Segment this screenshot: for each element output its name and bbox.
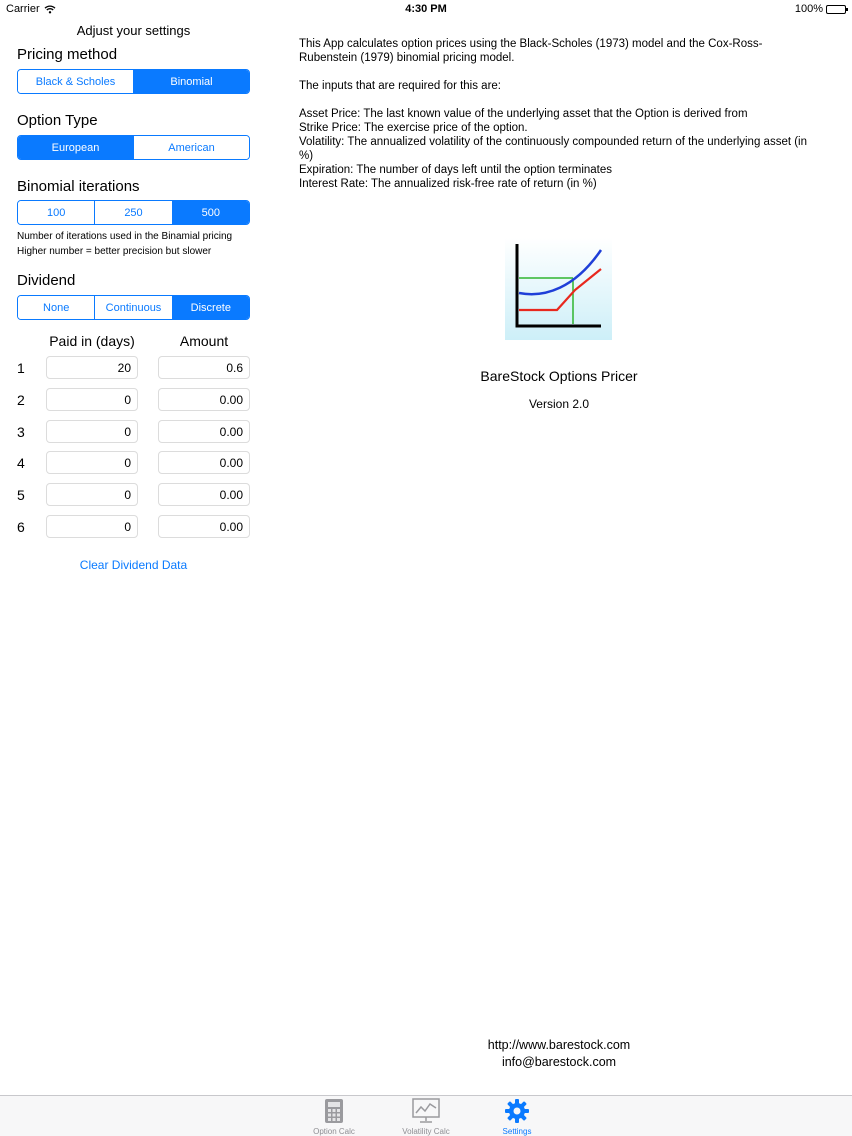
dividend-amount-field[interactable]: 0.00 — [158, 515, 250, 538]
tab-settings-label: Settings — [502, 1127, 532, 1136]
binomial-iterations-label: Binomial iterations — [17, 178, 140, 195]
calculator-icon — [324, 1098, 344, 1124]
segment-continuous[interactable]: Continuous — [94, 296, 171, 319]
amount-header: Amount — [179, 333, 229, 349]
dividend-segmented-control — [17, 295, 250, 320]
info-panel — [299, 37, 819, 191]
paid-in-days-header: Paid in (days) — [49, 333, 135, 349]
dividend-days-field[interactable]: 0 — [46, 420, 138, 443]
option-type-label: Option Type — [17, 112, 98, 129]
email-link[interactable]: info@barestock.com — [501, 1055, 617, 1069]
dividend-amount-field[interactable]: 0.6 — [158, 356, 250, 379]
battery-percent: 100% — [794, 3, 823, 15]
option-type-segmented-control — [17, 135, 250, 160]
volatility-text: Volatility: The annualized volatility of the continuously compounded return of the underlying asset (in %) — [299, 136, 808, 162]
app-name: BareStock Options Pricer — [480, 368, 638, 384]
clear-dividend-data-button[interactable]: Clear Dividend Data — [79, 558, 188, 572]
tab-volatility-calc[interactable] — [386, 1096, 466, 1136]
gear-icon — [504, 1098, 530, 1124]
segment-500[interactable]: 500 — [172, 201, 249, 224]
dividend-days-field[interactable]: 0 — [46, 483, 138, 506]
tab-bar — [0, 1095, 852, 1136]
battery-icon — [826, 5, 846, 14]
dividend-amount-field[interactable]: 0.00 — [158, 420, 250, 443]
dividend-amount-field[interactable]: 0.00 — [158, 388, 250, 411]
strike-price-text: Strike Price: The exercise price of the option. — [299, 122, 528, 134]
tab-option-calc-label: Option Calc — [313, 1127, 355, 1136]
tab-volatility-calc-label: Volatility Calc — [402, 1127, 450, 1136]
intro-text: This App calculates option prices using the Black-Scholes (1973) model and the Cox-Ross-Rubenstein (1979) binomial pricing model. — [299, 38, 763, 64]
inputs-heading: The inputs that are required for this are: — [299, 80, 501, 92]
chart-monitor-icon — [412, 1098, 440, 1124]
segment-discrete[interactable]: Discrete — [172, 296, 249, 319]
dividend-row-number: 1 — [17, 360, 25, 376]
dividend-row-number: 3 — [17, 424, 25, 440]
dividend-days-field[interactable]: 0 — [46, 515, 138, 538]
segment-binomial[interactable]: Binomial — [133, 70, 249, 93]
dividend-row-number: 5 — [17, 487, 25, 503]
iterations-note-line2: Higher number = better precision but slower — [17, 246, 212, 257]
segment-black-scholes[interactable]: Black & Scholes — [18, 70, 133, 93]
dividend-days-field[interactable]: 0 — [46, 451, 138, 474]
asset-price-text: Asset Price: The last known value of the underlying asset that the Option is derived from — [299, 108, 748, 120]
settings-title: Adjust your settings — [76, 23, 191, 38]
dividend-amount-field[interactable]: 0.00 — [158, 483, 250, 506]
website-link[interactable]: http://www.barestock.com — [487, 1038, 631, 1052]
carrier-label: Carrier — [6, 3, 40, 15]
segment-100[interactable]: 100 — [18, 201, 94, 224]
dividend-amount-field[interactable]: 0.00 — [158, 451, 250, 474]
status-bar — [0, 0, 852, 18]
segment-250[interactable]: 250 — [94, 201, 171, 224]
segment-european[interactable]: European — [18, 136, 133, 159]
battery-info — [795, 3, 846, 15]
iterations-note-line1: Number of iterations used in the Binamial pricing — [17, 231, 233, 242]
expiration-text: Expiration: The number of days left until the option terminates — [299, 164, 613, 176]
binomial-iterations-segmented-control — [17, 200, 250, 225]
dividend-label: Dividend — [17, 272, 76, 289]
interest-rate-text: Interest Rate: The annualized risk-free rate of return (in %) — [299, 178, 597, 190]
app-logo-icon — [505, 238, 612, 340]
pricing-method-label: Pricing method — [17, 46, 118, 63]
tab-settings[interactable] — [477, 1096, 557, 1136]
segment-american[interactable]: American — [133, 136, 249, 159]
dividend-row-number: 2 — [17, 392, 25, 408]
status-time: 4:30 PM — [405, 3, 447, 15]
app-version: Version 2.0 — [528, 397, 590, 411]
segment-none[interactable]: None — [18, 296, 94, 319]
dividend-row-number: 4 — [17, 455, 25, 471]
pricing-method-segmented-control — [17, 69, 250, 94]
dividend-row-number: 6 — [17, 519, 25, 535]
dividend-days-field[interactable]: 0 — [46, 388, 138, 411]
dividend-days-field[interactable]: 20 — [46, 356, 138, 379]
tab-option-calc[interactable] — [294, 1096, 374, 1136]
